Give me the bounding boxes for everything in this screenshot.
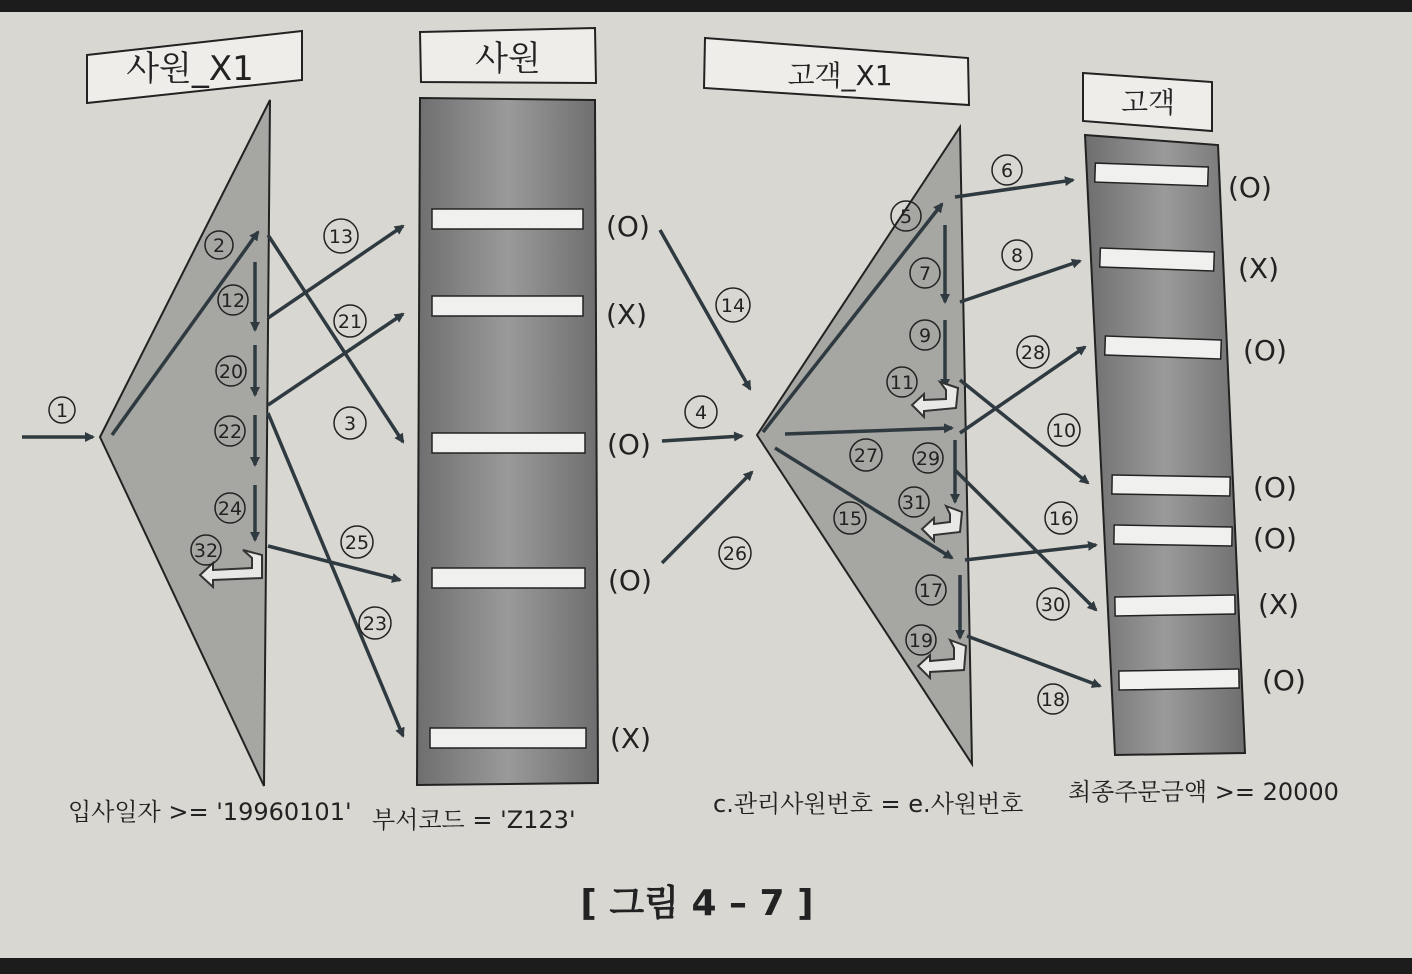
- step-25: 25: [344, 532, 370, 554]
- emp-table-condition: 부서코드 = 'Z123': [372, 806, 576, 834]
- step-27: 27: [853, 445, 879, 467]
- emp-marks: [606, 210, 652, 755]
- step-13: 13: [328, 226, 354, 248]
- cust-mark-5: (O): [1253, 522, 1297, 555]
- step-30: 30: [1040, 594, 1066, 616]
- step-31: 31: [901, 492, 927, 514]
- step-7: 7: [918, 263, 932, 285]
- step-15: 15: [837, 508, 863, 530]
- cust-mark-3: (O): [1243, 334, 1287, 367]
- step-4: 4: [694, 402, 708, 424]
- emp-row-2: [432, 296, 583, 316]
- step-32: 32: [193, 540, 219, 562]
- access-path-diagram: [0, 12, 1412, 958]
- step-8: 8: [1010, 245, 1024, 267]
- cust-index-label-box: [704, 38, 969, 105]
- step-2: 2: [212, 235, 226, 257]
- cust-row-7: [1119, 669, 1239, 690]
- svg-text:고객: 고객: [1120, 86, 1176, 119]
- emp-table-label-box: [420, 28, 596, 83]
- emp-mark-4: (O): [608, 564, 652, 597]
- step-14: 14: [720, 295, 746, 317]
- step-23: 23: [362, 613, 388, 635]
- cust-mark-4: (O): [1253, 471, 1297, 504]
- svg-text:사원: 사원: [475, 39, 541, 79]
- step-1: 1: [55, 400, 69, 422]
- emp-row-1: [432, 209, 583, 229]
- step-28: 28: [1020, 342, 1046, 364]
- step-9: 9: [918, 325, 932, 347]
- cust-table-label-box: [1083, 73, 1212, 131]
- step-3: 3: [343, 413, 357, 435]
- cust-row-1: [1095, 163, 1209, 186]
- step-18: 18: [1040, 689, 1066, 711]
- cust-index-condition: c.관리사원번호 = e.사원번호: [713, 790, 1024, 818]
- cust-mark-6: (X): [1258, 588, 1300, 621]
- emp-mark-5: (X): [610, 722, 652, 755]
- svg-text:고객_X1: 고객_X1: [787, 59, 893, 92]
- cust-row-6: [1115, 595, 1235, 616]
- cust-mark-1: (O): [1228, 171, 1272, 204]
- cust-row-5: [1114, 525, 1232, 546]
- step-17: 17: [918, 580, 944, 602]
- cust-mark-2: (X): [1238, 252, 1280, 285]
- emp-row-5: [430, 728, 586, 748]
- emp-index-label-box: [87, 31, 302, 103]
- emp-index-condition: 입사일자 >= '19960101': [68, 798, 352, 826]
- figure-page: [0, 12, 1412, 958]
- step-26: 26: [722, 543, 748, 565]
- cust-row-3: [1105, 336, 1222, 359]
- emp-row-4: [432, 568, 585, 588]
- step-19: 19: [908, 630, 934, 652]
- figure-caption: [ 그림 4 – 7 ]: [580, 883, 814, 924]
- step-12: 12: [220, 290, 246, 312]
- step-16: 16: [1048, 508, 1074, 530]
- step-24: 24: [217, 498, 243, 520]
- emp-table: [417, 98, 598, 785]
- cust-row-4: [1112, 475, 1230, 496]
- cust-mark-7: (O): [1262, 664, 1306, 697]
- emp-mark-2: (X): [606, 298, 648, 331]
- step-21: 21: [337, 311, 363, 333]
- step-11: 11: [889, 372, 915, 394]
- svg-text:사원_X1: 사원_X1: [126, 49, 254, 89]
- cust-table: [1085, 135, 1245, 755]
- step-29: 29: [915, 448, 941, 470]
- cust-row-2: [1100, 248, 1215, 271]
- step-10: 10: [1051, 420, 1077, 442]
- emp-mark-3: (O): [607, 428, 651, 461]
- emp-row-3: [432, 433, 585, 453]
- step-5: 5: [899, 206, 913, 228]
- step-6: 6: [1000, 160, 1014, 182]
- cust-table-condition: 최종주문금액 >= 20000: [1068, 778, 1339, 806]
- step-20: 20: [218, 361, 244, 383]
- step-22: 22: [217, 421, 243, 443]
- emp-index-triangle: [100, 100, 270, 786]
- emp-mark-1: (O): [606, 210, 650, 243]
